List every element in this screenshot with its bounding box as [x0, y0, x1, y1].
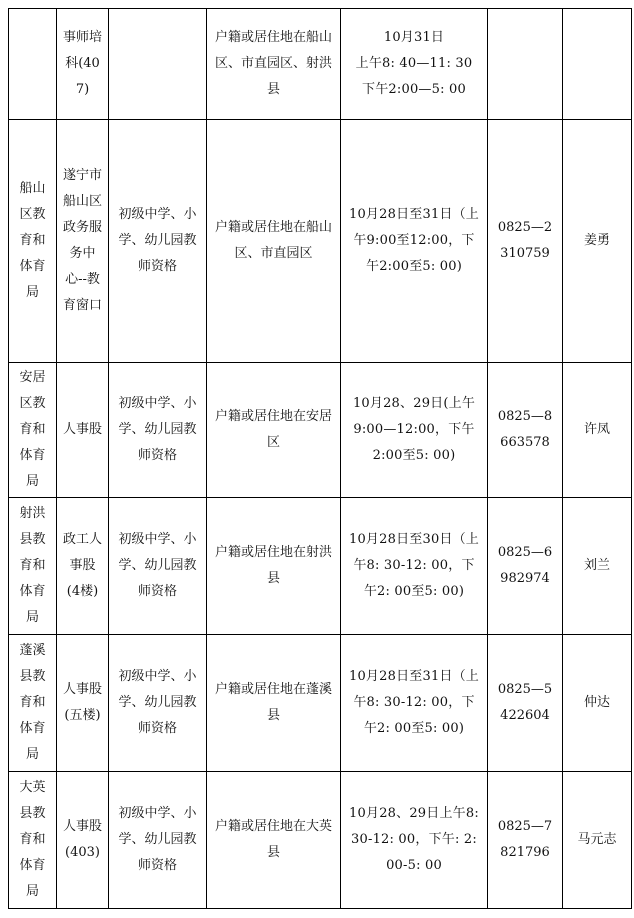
table-row — [9, 9, 632, 120]
table-row — [9, 120, 632, 363]
table-row — [9, 772, 632, 909]
phone-cell: 0825—8663578 — [488, 363, 563, 498]
phone-cell — [488, 9, 563, 120]
table-row — [9, 635, 632, 772]
scope-cell: 初级中学、小学、幼儿园教师资格 — [109, 498, 207, 635]
scope-cell: 初级中学、小学、幼儿园教师资格 — [109, 635, 207, 772]
scope-cell: 初级中学、小学、幼儿园教师资格 — [109, 120, 207, 363]
phone-cell: 0825—2310759 — [488, 120, 563, 363]
contact-cell: 马元志 — [563, 772, 632, 909]
place-cell: 人事股 — [57, 363, 109, 498]
time-cell: 10月28、29日(上午9:00—12:00，下午2:00至5: 00) — [341, 363, 488, 498]
scope-cell: 初级中学、小学、幼儿园教师资格 — [109, 363, 207, 498]
residence-cell: 户籍或居住地在船山区、市直园区 — [207, 120, 341, 363]
residence-cell: 户籍或居住地在射洪县 — [207, 498, 341, 635]
scope-cell — [109, 9, 207, 120]
time-cell: 10月28日至30日（上午8: 30-12: 00，下午2: 00至5: 00) — [341, 498, 488, 635]
time-cell: 10月28日至31日（上午8: 30-12: 00，下午2: 00至5: 00) — [341, 635, 488, 772]
table-row — [9, 498, 632, 635]
phone-cell: 0825—7821796 — [488, 772, 563, 909]
time-cell: 10月28、29日上午8: 30-12: 00，下午: 2: 00-5: 00 — [341, 772, 488, 909]
phone-cell: 0825—5422604 — [488, 635, 563, 772]
time-cell: 10月31日 上午8: 40—11: 30 下午2:00—5: 00 — [341, 9, 488, 120]
residence-cell: 户籍或居住地在安居区 — [207, 363, 341, 498]
residence-cell: 户籍或居住地在船山区、市直园区、射洪县 — [207, 9, 341, 120]
unit-cell: 射洪县教育和体育局 — [9, 498, 57, 635]
table-row — [9, 363, 632, 498]
time-cell: 10月28日至31日（上午9:00至12:00，下午2:00至5: 00) — [341, 120, 488, 363]
unit-cell: 大英县教育和体育局 — [9, 772, 57, 909]
contact-cell: 仲达 — [563, 635, 632, 772]
residence-cell: 户籍或居住地在蓬溪县 — [207, 635, 341, 772]
residence-cell: 户籍或居住地在大英县 — [207, 772, 341, 909]
scope-cell: 初级中学、小学、幼儿园教师资格 — [109, 772, 207, 909]
place-cell: 人事股(五楼) — [57, 635, 109, 772]
place-cell: 遂宁市船山区政务服务中心--教育窗口 — [57, 120, 109, 363]
contact-cell: 姜勇 — [563, 120, 632, 363]
unit-cell: 船山区教育和体育局 — [9, 120, 57, 363]
place-cell: 政工人事股(4楼) — [57, 498, 109, 635]
unit-cell: 蓬溪县教育和体育局 — [9, 635, 57, 772]
contact-cell: 许凤 — [563, 363, 632, 498]
registration-table — [8, 8, 632, 909]
unit-cell — [9, 9, 57, 120]
contact-cell — [563, 9, 632, 120]
contact-cell: 刘兰 — [563, 498, 632, 635]
place-cell: 人事股(403) — [57, 772, 109, 909]
place-cell: 事师培科(407) — [57, 9, 109, 120]
phone-cell: 0825—6982974 — [488, 498, 563, 635]
unit-cell: 安居区教育和体育局 — [9, 363, 57, 498]
